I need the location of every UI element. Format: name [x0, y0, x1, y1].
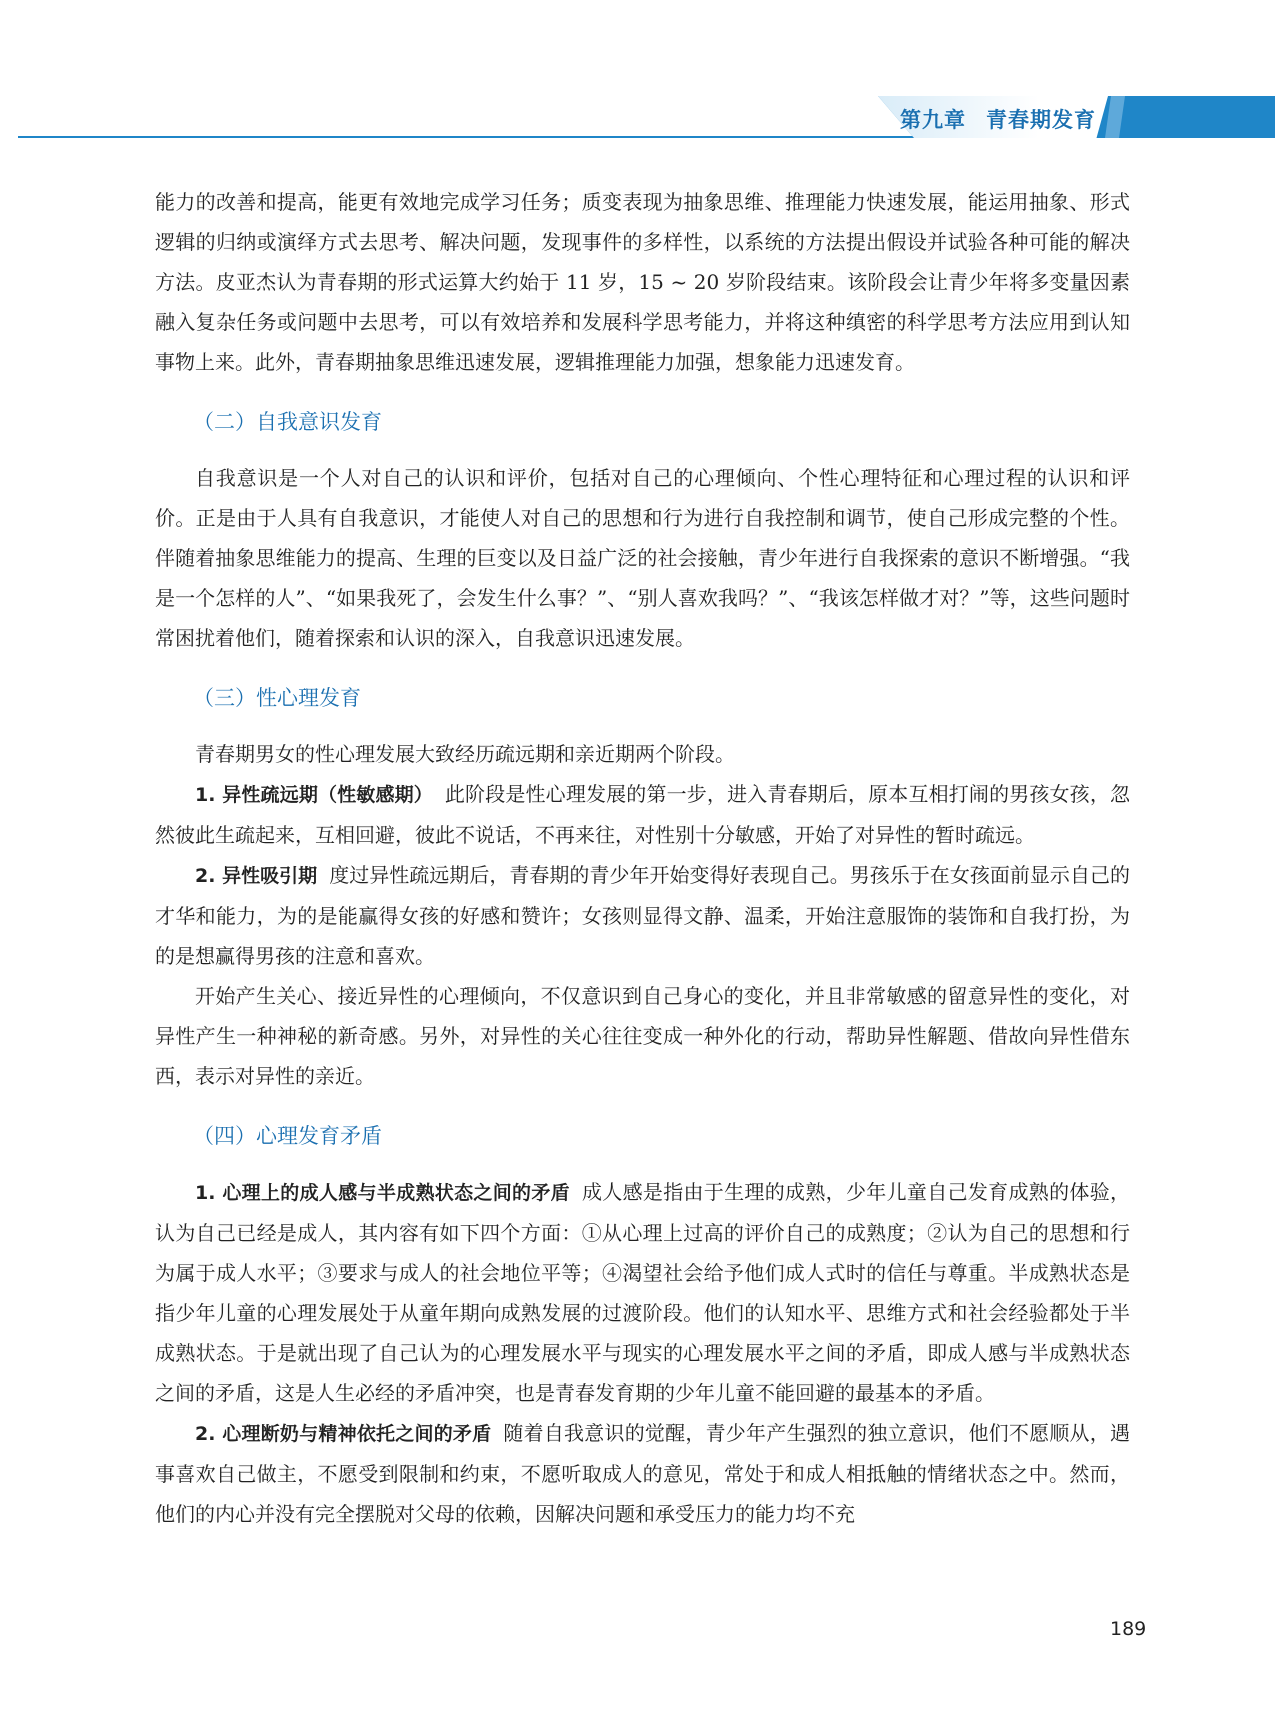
- item-text: 此阶段是性心理发展的第一步，进入青春期后，原本互相打闹的男孩女孩，忽然彼此生疏起来，互相回避，彼此不说话，不再来往，对性别十分敏感，开始了对异性的暂时疏远。: [155, 782, 1130, 847]
- self-awareness-paragraph: 自我意识是一个人对自己的认识和评价，包括对自己的心理倾向、个性心理特征和心理过程的认识和评价。正是由于人具有自我意识，才能使人对自己的思想和行为进行自我控制和调节，使自己形成完整的个性。伴随着抽象思维能力的提高、生理的巨变以及日益广泛的社会接触，青少年进行自我探索的意识不断增强。“我是一个怎样的人”、“如果我死了，会发生什么事？”、“别人喜欢我吗？”、“我该怎样做才对？”等，这些问题时常困扰着他们，随着探索和认识的深入，自我意识迅速发展。: [155, 466, 1130, 650]
- intro-paragraph: 能力的改善和提高，能更有效地完成学习任务；质变表现为抽象思维、推理能力快速发展，能运用抽象、形式逻辑的归纳或演绎方式去思考、解决问题，发现事件的多样性，以系统的方法提出假设并试验各种可能的解决方法。皮亚杰认为青春期的形式运算大约始于 11 岁，15 ~ 20 岁阶段结束。该阶段会让青少年将多变量因素融入复杂任务或问题中去思考，可以有效培养和发展科学思考能力，并将这种缜密的科学思考方法应用到认知事物上来。此外，青春期抽象思维迅速发展，逻辑推理能力加强，想象能力迅速发育。: [155, 190, 1130, 374]
- sexual-psychology-item-2: [155, 855, 1130, 976]
- item-text: 度过异性疏远期后，青春期的青少年开始变得好表现自己。男孩乐于在女孩面前显示自己的才华和能力，为的是能赢得女孩的好感和赞许；女孩则显得文静、温柔，开始注意服饰的装饰和自我打扮，为的是想赢得男孩的注意和喜欢。: [155, 863, 1130, 968]
- item-lead: 2. 心理断奶与精神依托之间的矛盾: [195, 1423, 492, 1445]
- sexual-psychology-paragraph: 开始产生关心、接近异性的心理倾向，不仅意识到自己身心的变化，并且非常敏感的留意异性的变化，对异性产生一种神秘的新奇感。另外，对异性的关心往往变成一种外化的行动，帮助异性解题、借故向异性借东西，表示对异性的亲近。: [155, 984, 1130, 1088]
- sexual-psychology-intro: 青春期男女的性心理发展大致经历疏远期和亲近期两个阶段。: [195, 742, 735, 766]
- item-lead: 1. 异性疏远期（性敏感期）: [195, 784, 433, 806]
- chapter-name: 青春期发育: [986, 108, 1096, 132]
- item-lead: 1. 心理上的成人感与半成熟状态之间的矛盾: [195, 1182, 570, 1204]
- section-heading-self-awareness: （二）自我意识发育: [193, 410, 382, 434]
- section-heading-sexual-psychology: （三）性心理发育: [193, 686, 361, 710]
- chapter-title: [900, 104, 1096, 134]
- page-number: 189: [1110, 1618, 1147, 1640]
- contradiction-item-1: [155, 1172, 1130, 1413]
- sexual-psychology-item-1: [155, 774, 1130, 855]
- item-text: 随着自我意识的觉醒，青少年产生强烈的独立意识，他们不愿顺从，遇事喜欢自己做主，不愿受到限制和约束，不愿听取成人的意见，常处于和成人相抵触的情绪状态之中。然而，他们的内心并没有完全摆脱对父母的依赖，因解决问题和承受压力的能力均不充: [155, 1421, 1130, 1526]
- item-lead: 2. 异性吸引期: [195, 865, 318, 887]
- section-heading-contradictions: （四）心理发育矛盾: [193, 1124, 382, 1148]
- item-text: 成人感是指由于生理的成熟，少年儿童自己发育成熟的体验，认为自己已经是成人，其内容有如下四个方面：①从心理上过高的评价自己的成熟度；②认为自己的思想和行为属于成人水平；③要求与成人的社会地位平等；④渴望社会给予他们成人式时的信任与尊重。半成熟状态是指少年儿童的心理发展处于从童年期向成熟发展的过渡阶段。他们的认知水平、思维方式和社会经验都处于半成熟状态。于是就出现了自己认为的心理发展水平与现实的心理发展水平之间的矛盾，即成人感与半成熟状态之间的矛盾，这是人生必经的矛盾冲突，也是青春发育期的少年儿童不能回避的最基本的矛盾。: [155, 1180, 1131, 1405]
- chapter-number: 第九章: [900, 108, 966, 132]
- page-body: [155, 182, 1130, 1534]
- contradiction-item-2: [155, 1413, 1130, 1534]
